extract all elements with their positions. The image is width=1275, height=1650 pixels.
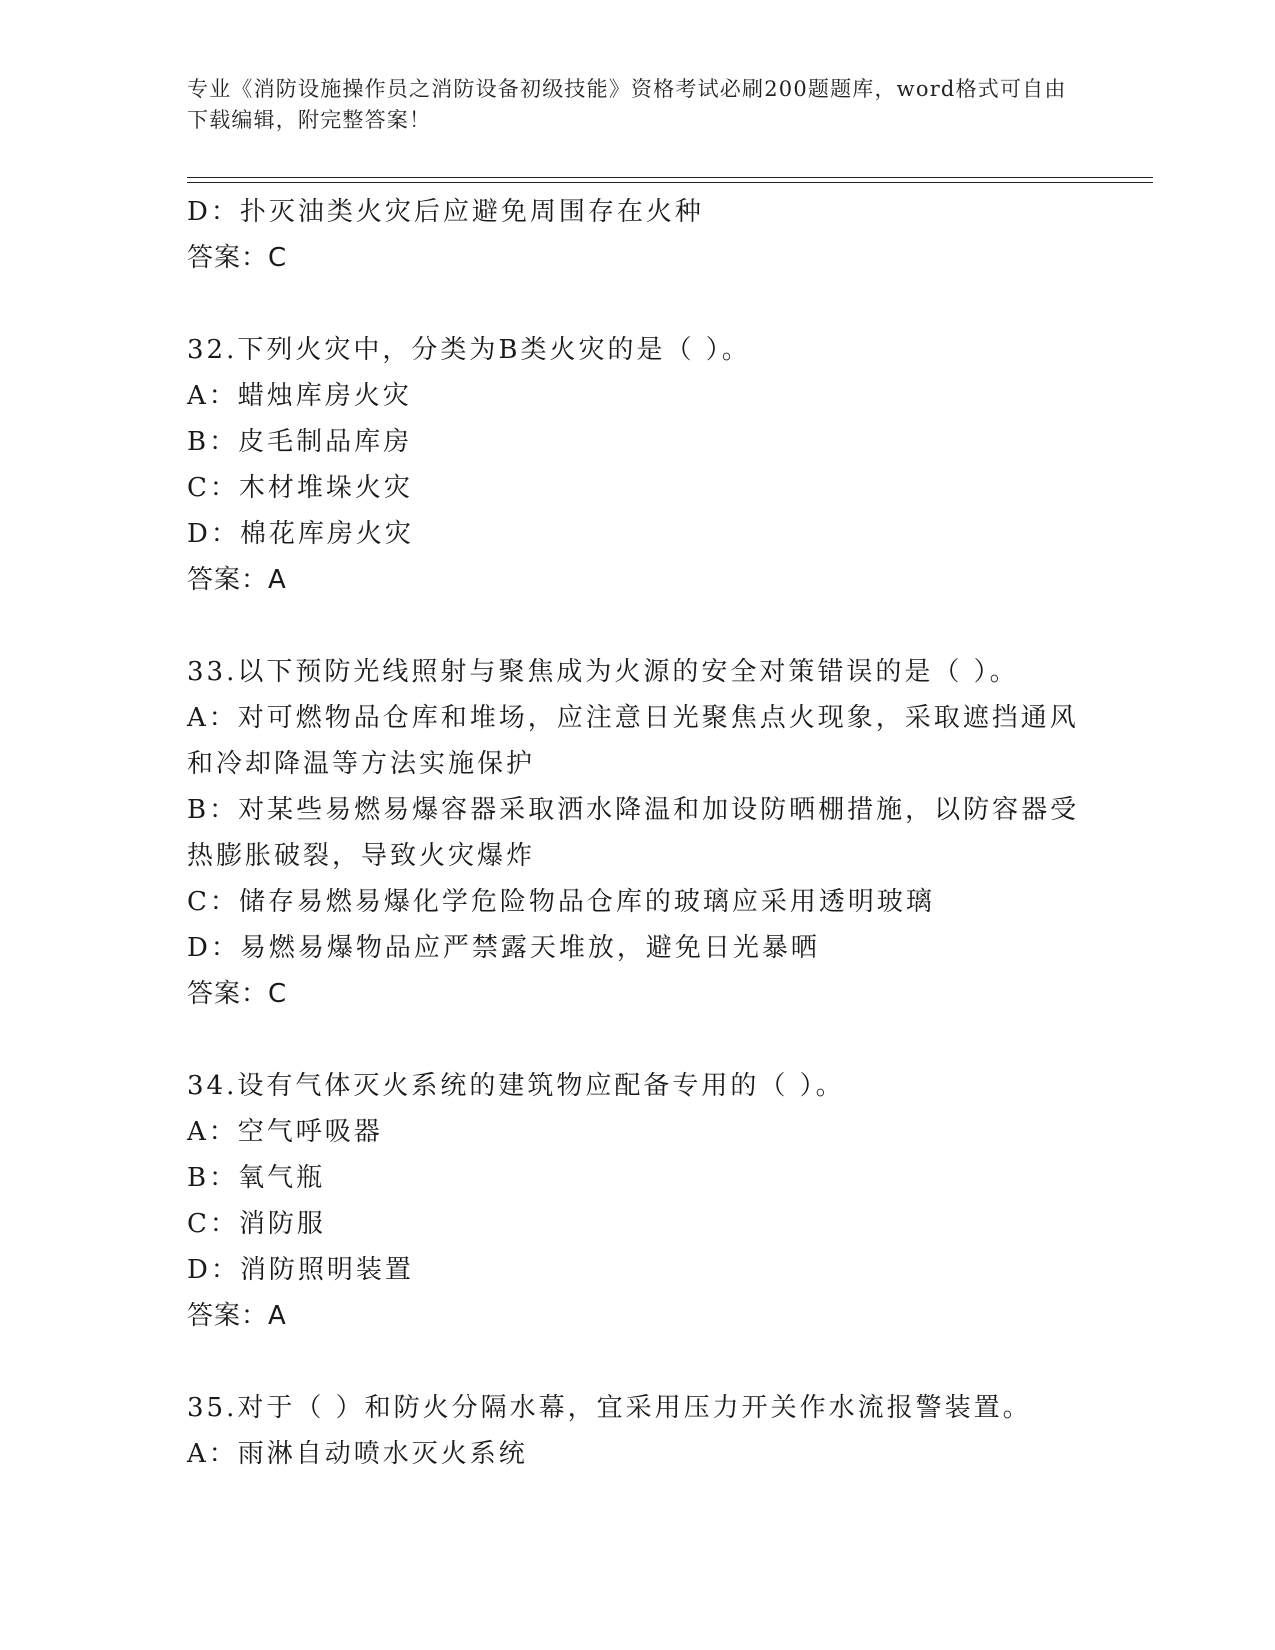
question-stem: 34.设有气体灭火系统的建筑物应配备专用的（ ）。 (187, 1071, 845, 1101)
option-d: D：消防照明装置 (187, 1255, 414, 1285)
spacer (187, 1339, 1087, 1385)
option-d: D：棉花库房火灾 (187, 519, 414, 549)
option-c: C：木材堆垛火灾 (187, 473, 413, 503)
option-b: B：对某些易燃易爆容器采取洒水降温和加设防晒棚措施，以防容器受热膨胀破裂，导致火灾爆炸 (187, 795, 1080, 871)
option-c: C：消防服 (187, 1209, 326, 1239)
spacer (187, 281, 1087, 327)
question-stem: 32.下列火灾中，分类为B类火灾的是（ ）。 (187, 335, 751, 365)
option-d-continued: D：扑灭油类火灾后应避免周围存在火种 (187, 197, 704, 227)
answer-line: 答案：C (187, 243, 288, 273)
header-rule-bottom (187, 182, 1153, 183)
header-rule-top (187, 177, 1153, 178)
option-b: B：氧气瓶 (187, 1163, 326, 1193)
question-35 (187, 1385, 1087, 1477)
option-a: A：对可燃物品仓库和堆场，应注意日光聚焦点火现象，采取遮挡通风和冷却降温等方法实施保护 (187, 703, 1079, 779)
option-a: A：蜡烛库房火灾 (187, 381, 412, 411)
question-33 (187, 649, 1087, 1017)
question-stem: 33.以下预防光线照射与聚焦成为火源的安全对策错误的是（ ）。 (187, 657, 1019, 687)
question-stem: 35.对于（ ）和防火分隔水幕，宜采用压力开关作水流报警装置。 (187, 1393, 1032, 1423)
option-d: D：易燃易爆物品应严禁露天堆放，避免日光暴晒 (187, 933, 820, 963)
answer-line: 答案：A (187, 565, 287, 595)
option-c: C：储存易燃易爆化学危险物品仓库的玻璃应采用透明玻璃 (187, 887, 935, 917)
option-a: A：雨淋自动喷水灭火系统 (187, 1439, 528, 1469)
spacer (187, 1017, 1087, 1063)
question-32 (187, 327, 1087, 603)
answer-line: 答案：A (187, 1301, 287, 1331)
document-header: 专业《消防设施操作员之消防设备初级技能》资格考试必刷200题题库，word格式可自由下载编辑，附完整答案！ (187, 77, 1067, 132)
answer-line: 答案：C (187, 979, 288, 1009)
question-34 (187, 1063, 1087, 1339)
option-a: A：空气呼吸器 (187, 1117, 383, 1147)
document-body (187, 189, 1087, 1477)
spacer (187, 603, 1087, 649)
option-b: B：皮毛制品库房 (187, 427, 413, 457)
